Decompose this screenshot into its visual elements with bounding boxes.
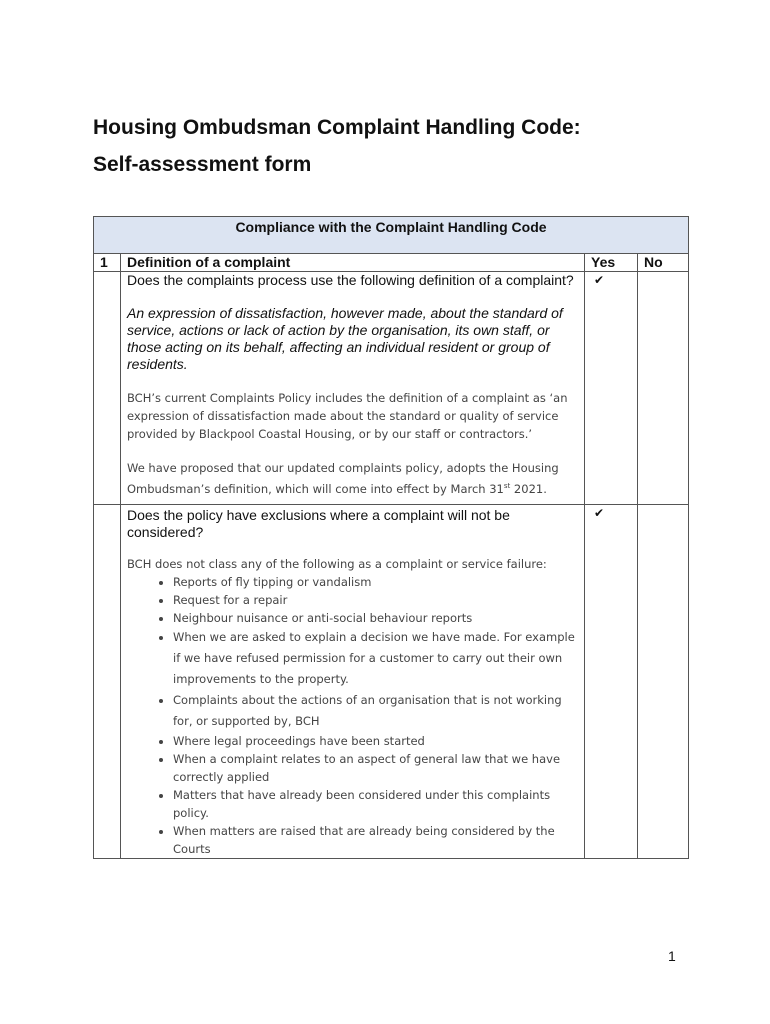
no-cell [638, 504, 689, 858]
page-number: 1 [668, 948, 676, 964]
list-item: • Complaints about the actions of an organisation that is not working for, or supported by, BCH [173, 690, 578, 732]
yes-cell [585, 504, 638, 858]
no-cell [638, 272, 689, 505]
yes-cell [585, 272, 638, 505]
response-paragraph: BCH’s current Complaints Policy includes the definition of a complaint as ‘an expression of dissatisfaction made about the standard or quality of service provided by Blackpool Coastal Housing, or by our staff or contractors.’ [127, 391, 568, 441]
exclusions-list [127, 573, 578, 858]
table-header: Compliance with the Complaint Handling Code [94, 217, 689, 254]
checkmark-icon: ✔ [594, 505, 605, 520]
list-item: • When matters are raised that are already being considered by the Courts [173, 822, 578, 858]
document-title-line1: Housing Ombudsman Complaint Handling Code: [93, 116, 581, 139]
list-item: • Reports of fly tipping or vandalism [173, 573, 578, 591]
list-item: • Matters that have already been considered under this complaints policy. [173, 786, 578, 822]
checkmark-icon: ✔ [594, 273, 605, 287]
response-intro: BCH does not class any of the following as a complaint or service failure: [127, 556, 547, 571]
column-yes-header: Yes [585, 254, 638, 272]
section-row [94, 254, 689, 272]
section-number: 1 [94, 254, 121, 272]
list-item: • Neighbour nuisance or anti-social behaviour reports [173, 609, 578, 627]
empty-number-cell [94, 504, 121, 858]
list-item: • Request for a repair [173, 591, 578, 609]
question-cell [121, 504, 585, 858]
list-item: • When we are asked to explain a decision we have made. For example if we have refused permission for a customer to carry out their own improvements to the property. [173, 627, 578, 690]
question-text: Does the complaints process use the following definition of a complaint? [127, 272, 574, 288]
list-item: • Where legal proceedings have been started [173, 732, 578, 750]
response-text-end: 2021. [510, 481, 547, 496]
section-title: Definition of a complaint [121, 254, 585, 272]
response-text: We have proposed that our updated complaints policy, adopts the Housing Ombudsman’s definition, which will come into effect by March 31 [127, 461, 559, 496]
table-header-row [94, 217, 689, 254]
question-cell [121, 272, 585, 505]
table-row [94, 504, 689, 858]
question-text: Does the policy have exclusions where a complaint will not be considered? [127, 506, 510, 540]
ordinal-suffix: st [503, 482, 511, 490]
response-paragraph [127, 459, 578, 498]
empty-number-cell [94, 272, 121, 505]
list-item: • When a complaint relates to an aspect of general law that we have correctly applied [173, 750, 578, 786]
compliance-table [93, 216, 689, 859]
table-row [94, 272, 689, 505]
document-title-line2: Self-assessment form [93, 153, 312, 176]
column-no-header: No [638, 254, 689, 272]
complaint-definition: An expression of dissatisfaction, however made, about the standard of service, actions or lack of action by the organisation, its own staff, or those acting on its behalf, affecting an individual resident or group of residents. [127, 305, 563, 372]
